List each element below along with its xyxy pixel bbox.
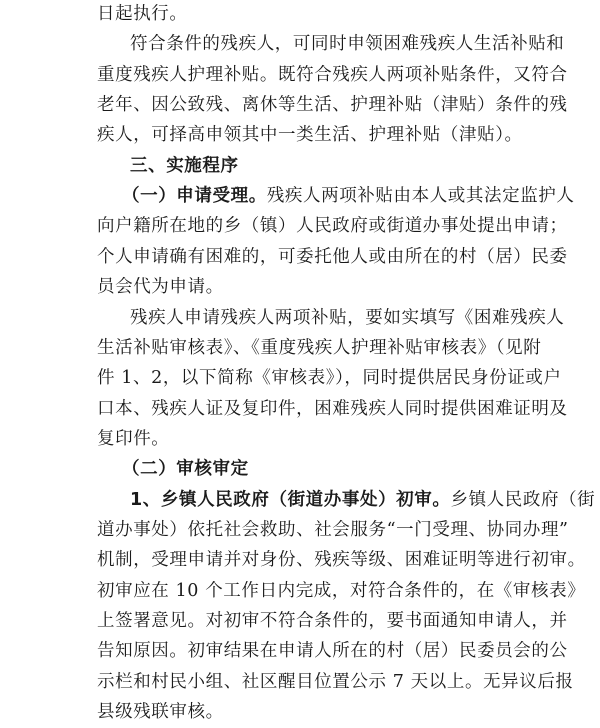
text-span: 残疾人两项补贴由本人或其法定监护人: [266, 186, 575, 207]
step-heading: 1、乡镇人民政府（街道办事处）初审。: [130, 489, 451, 510]
text-line: 口本、残疾人证及复印件，困难残疾人同时提供困难证明及: [97, 398, 568, 419]
text-line: 向户籍所在地的乡（镇）人民政府或街道办事处提出申请；: [97, 216, 568, 237]
text-line: 残疾人申请残疾人两项补贴，要如实填写《困难残疾人: [130, 307, 565, 328]
text-line: 复印件。: [97, 428, 170, 449]
text-line: [122, 184, 575, 208]
text-line: 生活补贴审核表》、《重度残疾人护理补贴审核表》（见附: [97, 337, 542, 358]
text-line: 符合条件的残疾人，可同时申领困难残疾人生活补贴和: [130, 34, 565, 55]
text-line: 重度残疾人护理补贴。既符合残疾人两项补贴条件，又符合: [97, 64, 568, 85]
text-line: 上签署意见。对初审不符合条件的，要书面通知申请人，并: [97, 611, 568, 631]
text-line: 告知原因。初审结果在申请人所在的村（居）民委员会的公: [97, 641, 568, 662]
text-line: 示栏和村民小组、社区醒目位置公示 7 天以上。无异议后报: [97, 671, 574, 692]
text-line: 个人申请确有困难的，可委托他人或由所在的村（居）民委: [97, 246, 568, 267]
text-span: 乡镇人民政府（街: [450, 489, 596, 510]
subsection-heading: （一）申请受理。: [122, 186, 267, 207]
text-line: 日起执行。: [97, 4, 188, 24]
section-heading: 三、实施程序: [130, 155, 239, 176]
text-line: 件 1、2，以下简称《审核表》），同时提供居民身份证或户: [97, 368, 562, 389]
text-line: 疾人，可择高申领其中一类生活、护理补贴（津贴）。: [97, 125, 523, 146]
text-line: 道办事处）依托社会救助、社会服务“一门受理、协同办理”: [97, 519, 569, 540]
text-line: [130, 488, 595, 512]
subsection-heading: （二）审核审定: [122, 459, 249, 480]
text-line: 初审应在 10 个工作日内完成，对符合条件的，在《审核表》: [97, 580, 586, 601]
text-line: 老年、因公致残、离休等生活、护理补贴（津贴）条件的残: [97, 95, 568, 115]
text-line: 员会代为申请。: [97, 277, 224, 298]
text-line: 县级残联审核。: [97, 702, 224, 722]
text-line: 机制，受理申请并对身份、残疾等级、困难证明等进行初审。: [97, 550, 586, 571]
